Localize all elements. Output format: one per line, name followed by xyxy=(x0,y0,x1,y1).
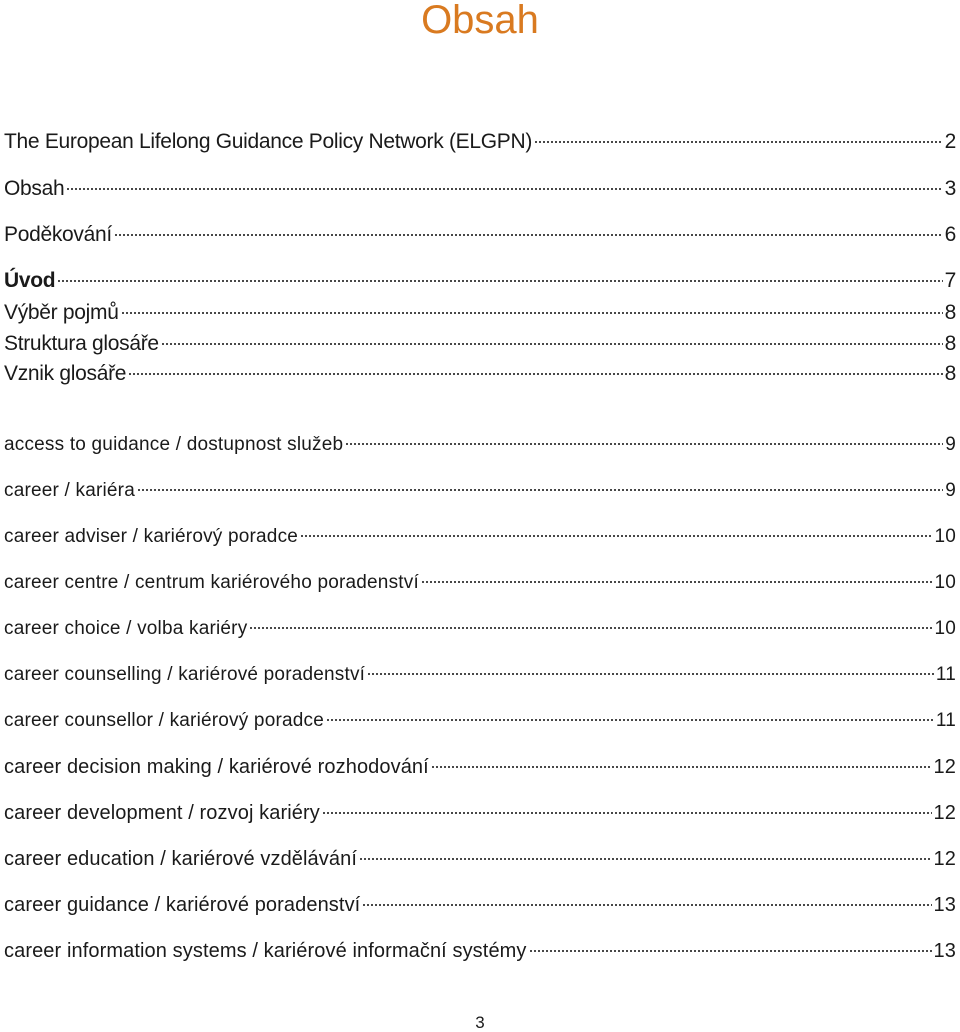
toc-entry-label: Úvod xyxy=(4,269,56,293)
toc-entry-page: 12 xyxy=(933,802,956,824)
toc-entry-label: career adviser / kariérový poradce xyxy=(4,525,299,547)
toc-entry-label: career decision making / kariérové rozhodování xyxy=(4,756,429,778)
dot-leader xyxy=(362,889,931,911)
toc-entry-label: access to guidance / dostupnost služeb xyxy=(4,433,344,455)
toc-entry-page: 2 xyxy=(944,130,956,154)
toc-entry-vyber-pojmu[interactable] xyxy=(4,296,956,325)
dot-leader xyxy=(137,475,943,496)
toc-entry-page: 6 xyxy=(944,223,956,247)
toc-entry-label: Struktura glosáře xyxy=(4,332,159,356)
toc-entry-uvod[interactable] xyxy=(4,264,956,293)
page-number: 3 xyxy=(475,1013,485,1032)
toc-entry-page: 9 xyxy=(945,433,956,455)
toc-entry-page: 11 xyxy=(935,709,956,731)
toc-entry-label: Vznik glosáře xyxy=(4,362,127,386)
toc-entry-podekovani[interactable] xyxy=(4,218,956,247)
toc-entry-label: career information systems / kariérové informační systémy xyxy=(4,940,527,962)
toc-entry-label: career development / rozvoj kariéry xyxy=(4,802,320,824)
dot-leader xyxy=(367,659,934,680)
toc-entry-career-counsellor[interactable] xyxy=(4,705,956,732)
toc-entry-career-guidance[interactable] xyxy=(4,889,956,917)
toc-entry-label: Výběr pojmů xyxy=(4,301,119,325)
dot-leader xyxy=(300,521,932,542)
toc-entry-label: career choice / volba kariéry xyxy=(4,617,248,639)
dot-leader xyxy=(249,613,932,634)
toc-entry-career-choice[interactable] xyxy=(4,613,956,640)
toc-entry-elgpn[interactable] xyxy=(4,125,956,154)
toc-entry-career-centre[interactable] xyxy=(4,567,956,594)
toc-entry-label: career guidance / kariérové poradenství xyxy=(4,894,361,916)
toc-entry-career[interactable] xyxy=(4,475,956,502)
dot-leader xyxy=(529,935,932,957)
toc-entry-career-information-systems[interactable] xyxy=(4,935,956,963)
toc-entry-page: 13 xyxy=(933,894,956,916)
dot-leader xyxy=(57,264,942,287)
dot-leader xyxy=(114,218,943,241)
toc-entry-page: 8 xyxy=(944,362,956,386)
page-title: Obsah xyxy=(421,0,539,42)
dot-leader xyxy=(161,327,943,350)
toc-entry-career-development[interactable] xyxy=(4,797,956,825)
toc-entry-career-decision-making[interactable] xyxy=(4,751,956,779)
toc-entry-label: career / kariéra xyxy=(4,479,135,501)
toc-entry-label: Obsah xyxy=(4,177,65,201)
toc-entry-label: career counselling / kariérové poradenství xyxy=(4,663,366,685)
dot-leader xyxy=(534,125,943,148)
toc-entry-page: 10 xyxy=(934,571,956,593)
toc-entry-vznik-glosare[interactable] xyxy=(4,357,956,386)
toc-entry-page: 10 xyxy=(934,525,956,547)
toc-entry-career-education[interactable] xyxy=(4,843,956,871)
toc-entry-page: 12 xyxy=(933,848,956,870)
dot-leader xyxy=(322,797,932,819)
toc-entry-page: 8 xyxy=(944,332,956,356)
toc-entry-label: career education / kariérové vzdělávání xyxy=(4,848,357,870)
toc-entry-page: 3 xyxy=(944,177,956,201)
dot-leader xyxy=(66,172,942,195)
toc-entry-label: The European Lifelong Guidance Policy Network (ELGPN) xyxy=(4,130,533,154)
toc-entry-career-counselling[interactable] xyxy=(4,659,956,686)
toc-entry-page: 8 xyxy=(944,301,956,325)
toc-entry-label: career centre / centrum kariérového poradenství xyxy=(4,571,419,593)
toc-entry-struktura-glosare[interactable] xyxy=(4,327,956,356)
dot-leader xyxy=(326,705,934,726)
dot-leader xyxy=(121,296,943,319)
toc-entry-page: 10 xyxy=(934,617,956,639)
toc-entry-label: career counsellor / kariérový poradce xyxy=(4,709,324,731)
toc-entry-label: Poděkování xyxy=(4,223,112,247)
toc-entry-obsah[interactable] xyxy=(4,172,956,201)
toc-entry-page: 7 xyxy=(944,269,956,293)
toc-entry-access-to-guidance[interactable] xyxy=(4,429,956,456)
dot-leader xyxy=(359,843,932,865)
dot-leader xyxy=(345,429,943,450)
dot-leader xyxy=(128,357,942,380)
toc-entry-page: 11 xyxy=(935,663,956,685)
toc-entry-page: 13 xyxy=(933,940,956,962)
toc-entry-page: 9 xyxy=(945,479,956,501)
toc-entry-career-adviser[interactable] xyxy=(4,521,956,548)
dot-leader xyxy=(421,567,933,588)
dot-leader xyxy=(431,751,932,773)
toc-entry-page: 12 xyxy=(933,756,956,778)
